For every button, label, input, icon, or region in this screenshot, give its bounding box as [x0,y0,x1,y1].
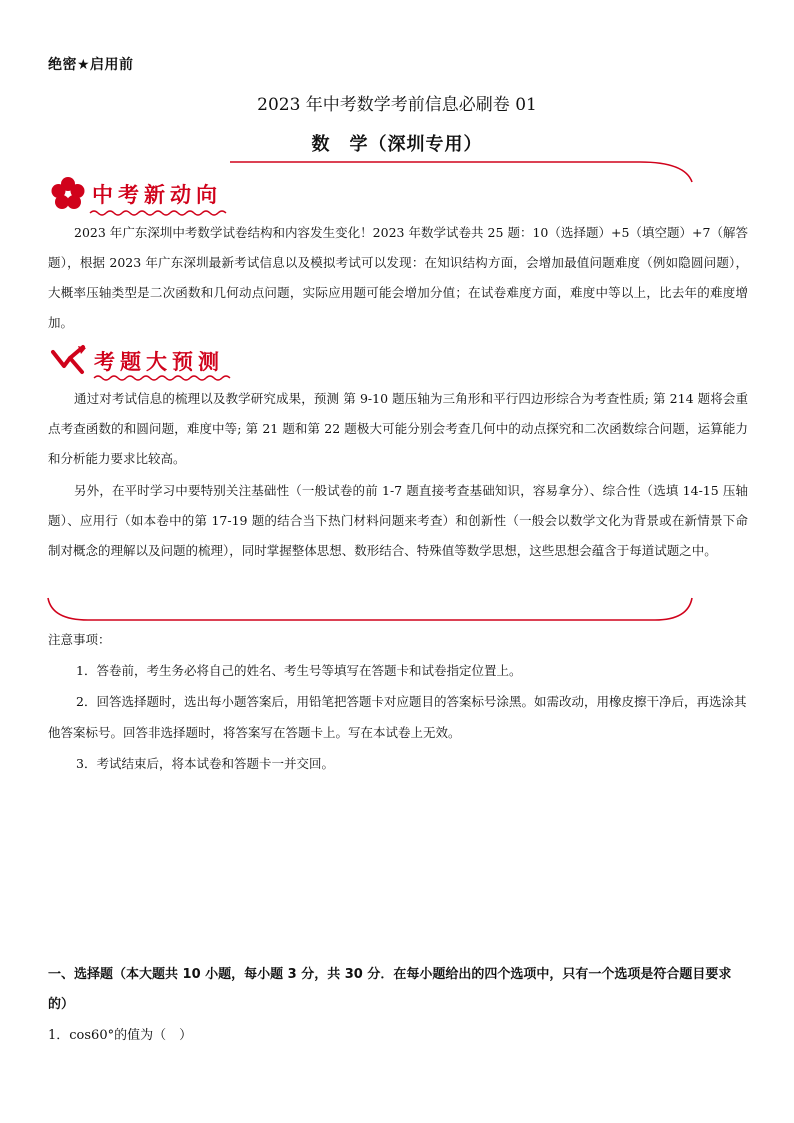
trend-heading [50,176,222,212]
prediction-paragraph-1: 通过对考试信息的梳理以及教学研究成果，预测 第 9-10 题压轴为三角形和平行四边形综合为考查性质; 第 214 题将会重点考查函数的和圆问题，难度中等; 第 21 题和第 22 题极大可能分别会考查几何中的动点探究和二次函数综合问题，运算能力和分析能力要求比较高。 [48,391,748,466]
flower-icon [50,176,86,212]
section-title: 一、选择题（本大题共 10 小题，每小题 3 分，共 30 分．在每小题给出的四个选项中，只有一个选项是符合题目要求的） [48,967,732,1012]
notes-block [48,624,748,779]
trend-arrow-icon [50,342,88,380]
notes-item: 2．回答选择题时，选出每小题答案后，用铅笔把答题卡对应题目的答案标号涂黑。如需改动，用橡皮擦干净后，再选涂其他答案标号。回答非选择题时，将答案写在答题卡上。写在本试卷上无效。 [48,694,747,740]
prediction-heading [50,342,224,380]
page-title: 2023 年中考数学考前信息必刷卷 01 [257,95,537,115]
notes-title: 注意事项： [48,632,111,647]
prediction-heading-label: 考题大预测 [94,350,224,374]
page-subtitle: 数 学（深圳专用） [311,134,483,155]
prediction-paragraph-2: 另外，在平时学习中要特别关注基础性（一般试卷的前 1-7 题直接考查基础知识，容易拿分）、综合性（选填 14-15 压轴题）、应用行（如本卷中的第 17-19 题的结合当下热门材料问题来考查）和创新性（一般会以数学文化为背景或在新情景下命制对概念的理解以及问题的梳理），同时掌握整体思想、数形结合、特殊值等数学思想，这些思想会蕴含于每道试题之中。 [48,483,748,558]
question-1: 1．cos60°的值为（ ） [48,1028,193,1043]
trend-heading-label: 中考新动向 [92,183,222,207]
trend-paragraph: 2023 年广东深圳中考数学试卷结构和内容发生变化！2023 年数学试卷共 25 题：10（选择题）+5（填空题）+7（解答题），根据 2023 年广东深圳最新考试信息以及模拟考试可以发现：在知识结构方面，会增加最值问题难度（例如隐圆问题），大概率压轴类型是二次函数和几何动点问题，实际应用题可能会增加分值；在试卷难度方面，难度中等以上，比去年的难度增加。 [48,225,748,330]
notes-item: 1．答卷前，考生务必将自己的姓名、考生号等填写在答题卡和试卷指定位置上。 [76,663,522,678]
secret-mark: 绝密★启用前 [48,57,134,73]
notes-item: 3．考试结束后，将本试卷和答题卡一并交回。 [76,756,334,771]
